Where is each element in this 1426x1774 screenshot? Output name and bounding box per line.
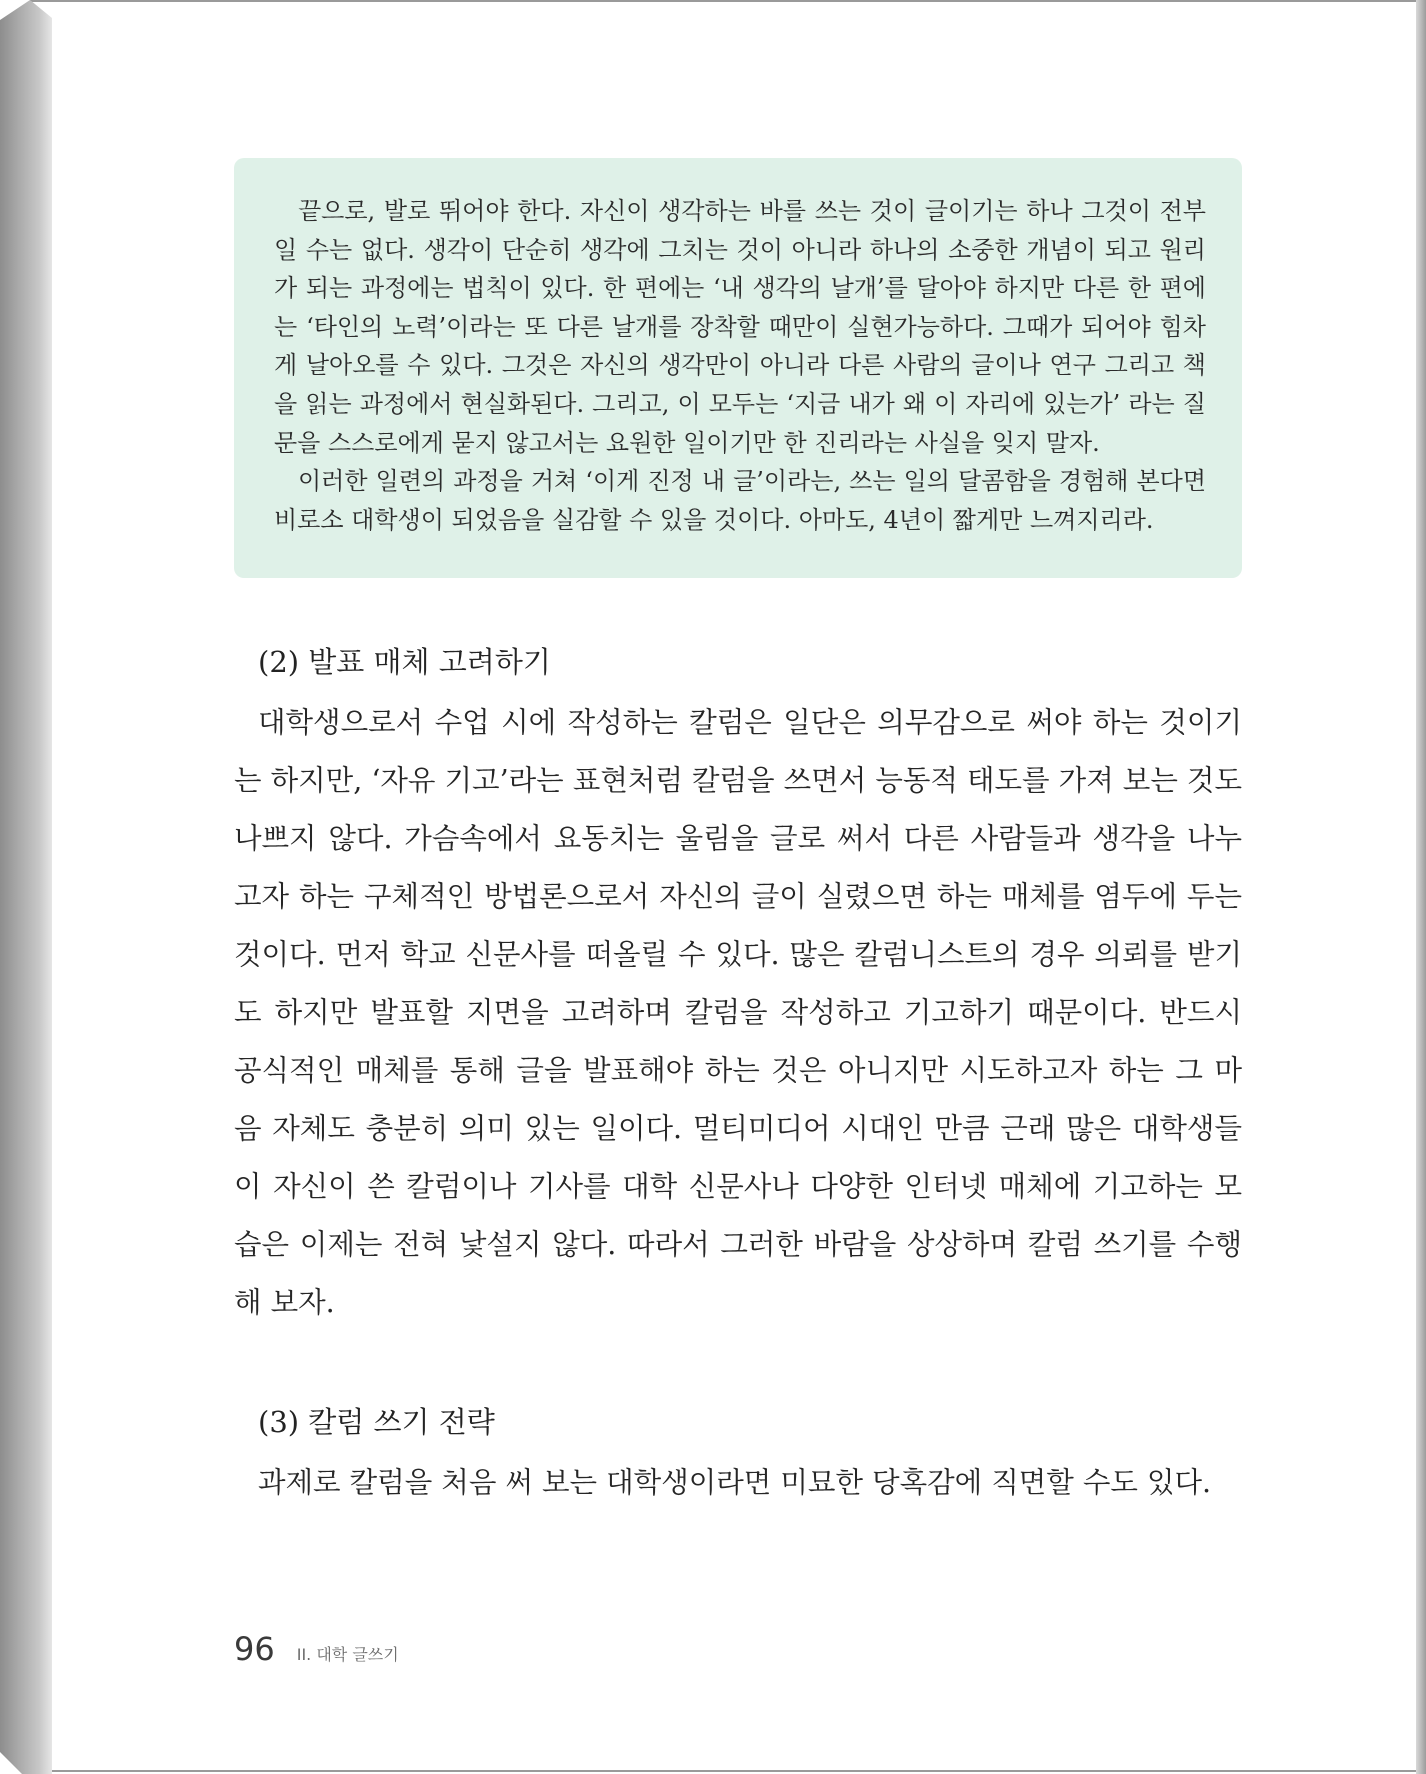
running-head: II. 대학 글쓰기 xyxy=(296,1645,399,1664)
quote-paragraph-2: 이러한 일련의 과정을 거쳐 ‘이게 진정 내 글’이라는, 쓰는 일의 달콤함을 경험해 본다면 비로소 대학생이 되었음을 실감할 수 있을 것이다. 아마도, 4년이 짧게만 느껴지리라. xyxy=(274,467,1206,534)
quote-paragraph-1: 끝으로, 발로 뛰어야 한다. 자신이 생각하는 바를 쓰는 것이 글이기는 하나 그것이 전부일 수는 없다. 생각이 단순히 생각에 그치는 것이 아니라 하나의 소중한 개념이 되고 원리가 되는 과정에는 법칙이 있다. 한 편에는 ‘내 생각의 날개’를 달아야 하지만 다른 한 편에는 ‘타인의 노력’이라는 또 다른 날개를 장착할 때만이 실현가능하다. 그때가 되어야 힘차게 날아오를 수 있다. 그것은 자신의 생각만이 아니라 다른 사람의 글이나 연구 그리고 책을 읽는 과정에서 현실화된다. 그리고, 이 모두는 ‘지금 내가 왜 이 자리에 있는가’ 라는 질문을 스스로에게 묻지 않고서는 요원한 일이기만 한 진리라는 사실을 잊지 말자. xyxy=(274,197,1206,457)
section-heading-3: (3) 칼럼 쓰기 전략 xyxy=(258,1405,495,1439)
section-heading-2: (2) 발표 매체 고려하기 xyxy=(258,645,551,679)
section-body-2: 대학생으로서 수업 시에 작성하는 칼럼은 일단은 의무감으로 써야 하는 것이기는 하지만, ‘자유 기고’라는 표현처럼 칼럼을 쓰면서 능동적 태도를 가져 보는 것도 나쁘지 않다. 가슴속에서 요동치는 울림을 글로 써서 다른 사람들과 생각을 나누고자 하는 구체적인 방법론으로서 자신의 글이 실렸으면 하는 매체를 염두에 두는 것이다. 먼저 학교 신문사를 떠올릴 수 있다. 많은 칼럼니스트의 경우 의뢰를 받기도 하지만 발표할 지면을 고려하며 칼럼을 작성하고 기고하기 때문이다. 반드시 공식적인 매체를 통해 글을 발표해야 하는 것은 아니지만 시도하고자 하는 그 마음 자체도 충분히 의미 있는 일이다. 멀티미디어 시대인 만큼 근래 많은 대학생들이 자신이 쓴 칼럼이나 기사를 대학 신문사나 다양한 인터넷 매체에 기고하는 모습은 이제는 전혀 낯설지 않다. 따라서 그러한 바람을 상상하며 칼럼 쓰기를 수행해 보자. xyxy=(234,706,1242,1319)
quote-box xyxy=(234,158,1242,578)
page-number: 96 xyxy=(234,1630,275,1668)
book-spine-edge xyxy=(0,0,52,1774)
section-body-3: 과제로 칼럼을 처음 써 보는 대학생이라면 미묘한 당혹감에 직면할 수도 있다. xyxy=(258,1466,1212,1499)
page-footer xyxy=(234,1630,399,1668)
page-right-edge xyxy=(1416,0,1426,1774)
